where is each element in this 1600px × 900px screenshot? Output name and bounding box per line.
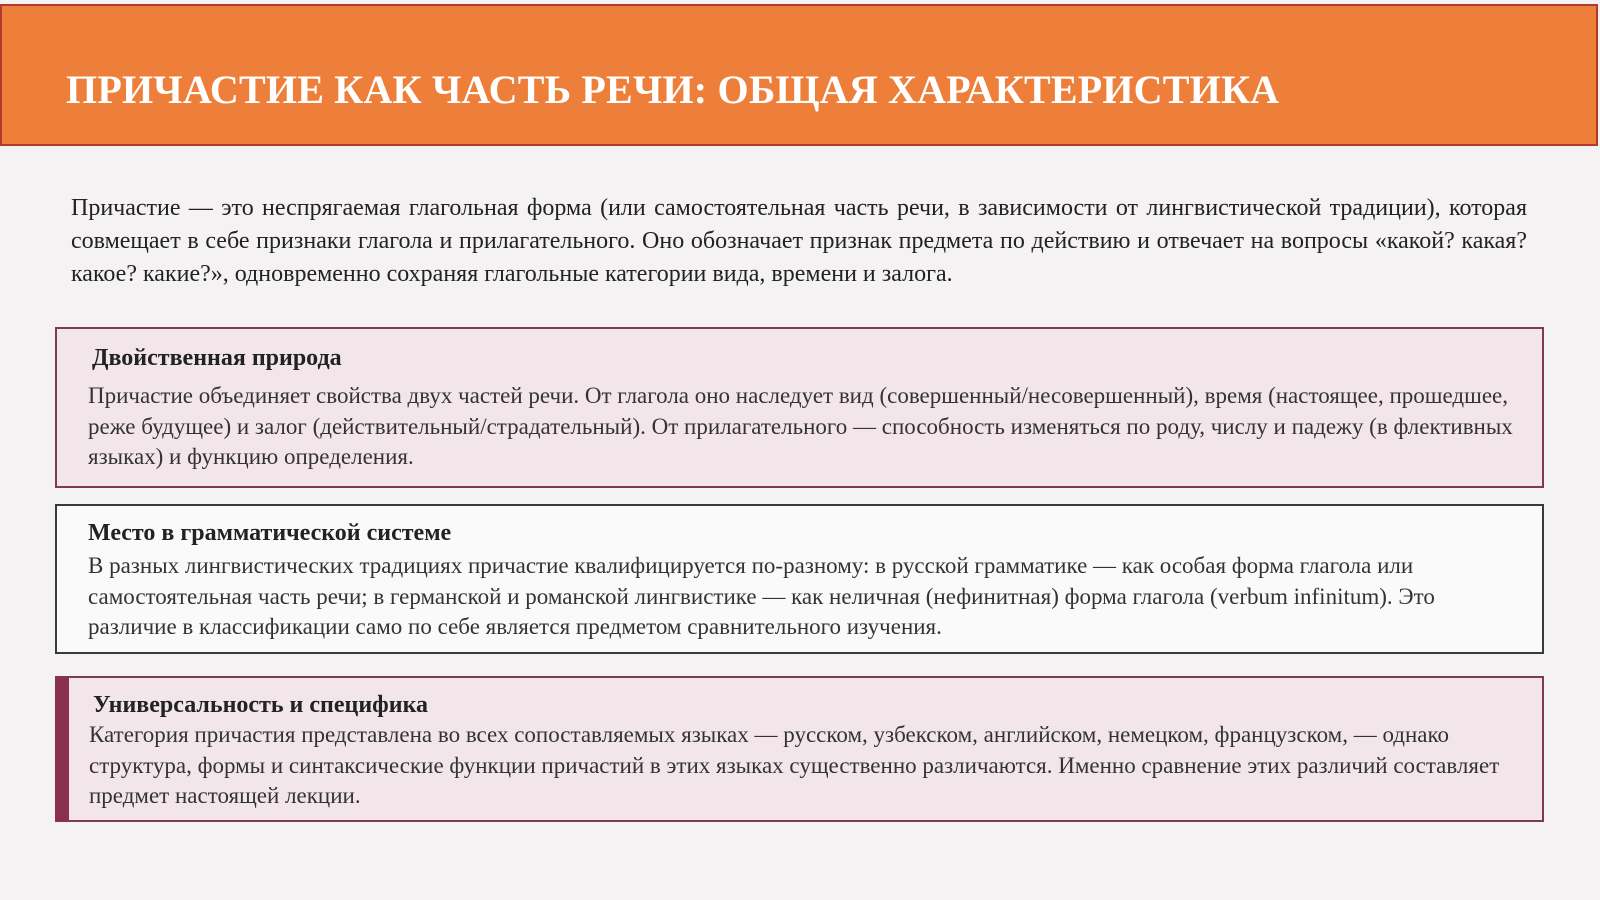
card-body: Категория причастия представлена во всех сопоставляемых языках — русском, узбекском, английском, немецком, французском, — однако структура, формы и синтаксические функции причастий в этих языках существенно различаются. Именно сравнение этих различий составляет предмет настоящей лекции.	[89, 722, 1500, 808]
title-bar	[0, 4, 1598, 146]
intro-paragraph: Причастие — это неспрягаемая глагольная форма (или самостоятельная часть речи, в зависимости от лингвистической традиции), которая совмещает в себе признаки глагола и прилагательного. Оно обозначает признак предмета по действию и отвечает на вопросы «какой? какая? какое? какие?», одновременно сохраняя глагольные категории вида, времени и залога.	[71, 195, 1527, 287]
card-dual-nature	[55, 327, 1544, 488]
card-heading: Место в грамматической системе	[88, 520, 452, 546]
card-universality	[55, 676, 1544, 822]
slide-title: ПРИЧАСТИЕ КАК ЧАСТЬ РЕЧИ: ОБЩАЯ ХАРАКТЕРИСТИКА	[66, 67, 1280, 112]
card-body: Причастие объединяет свойства двух частей речи. От глагола оно наследует вид (совершенный/несовершенный), время (настоящее, прошедшее, реже будущее) и залог (действительный/страдательный). От прилагательного — способность изменяться по роду, числу и падежу (в флективных языках) и функцию определения.	[88, 383, 1513, 469]
card-grammar-place	[55, 504, 1544, 654]
card-heading: Двойственная природа	[92, 345, 342, 371]
card-heading: Универсальность и специфика	[93, 692, 429, 718]
card-body: В разных лингвистических традициях причастие квалифицируется по-разному: в русской грамматике — как особая форма глагола или самостоятельная часть речи; в германской и романской лингвистике — как неличная (нефинитная) форма глагола (verbum infinitum). Это различие в классификации само по себе является предметом сравнительного изучения.	[88, 553, 1435, 639]
